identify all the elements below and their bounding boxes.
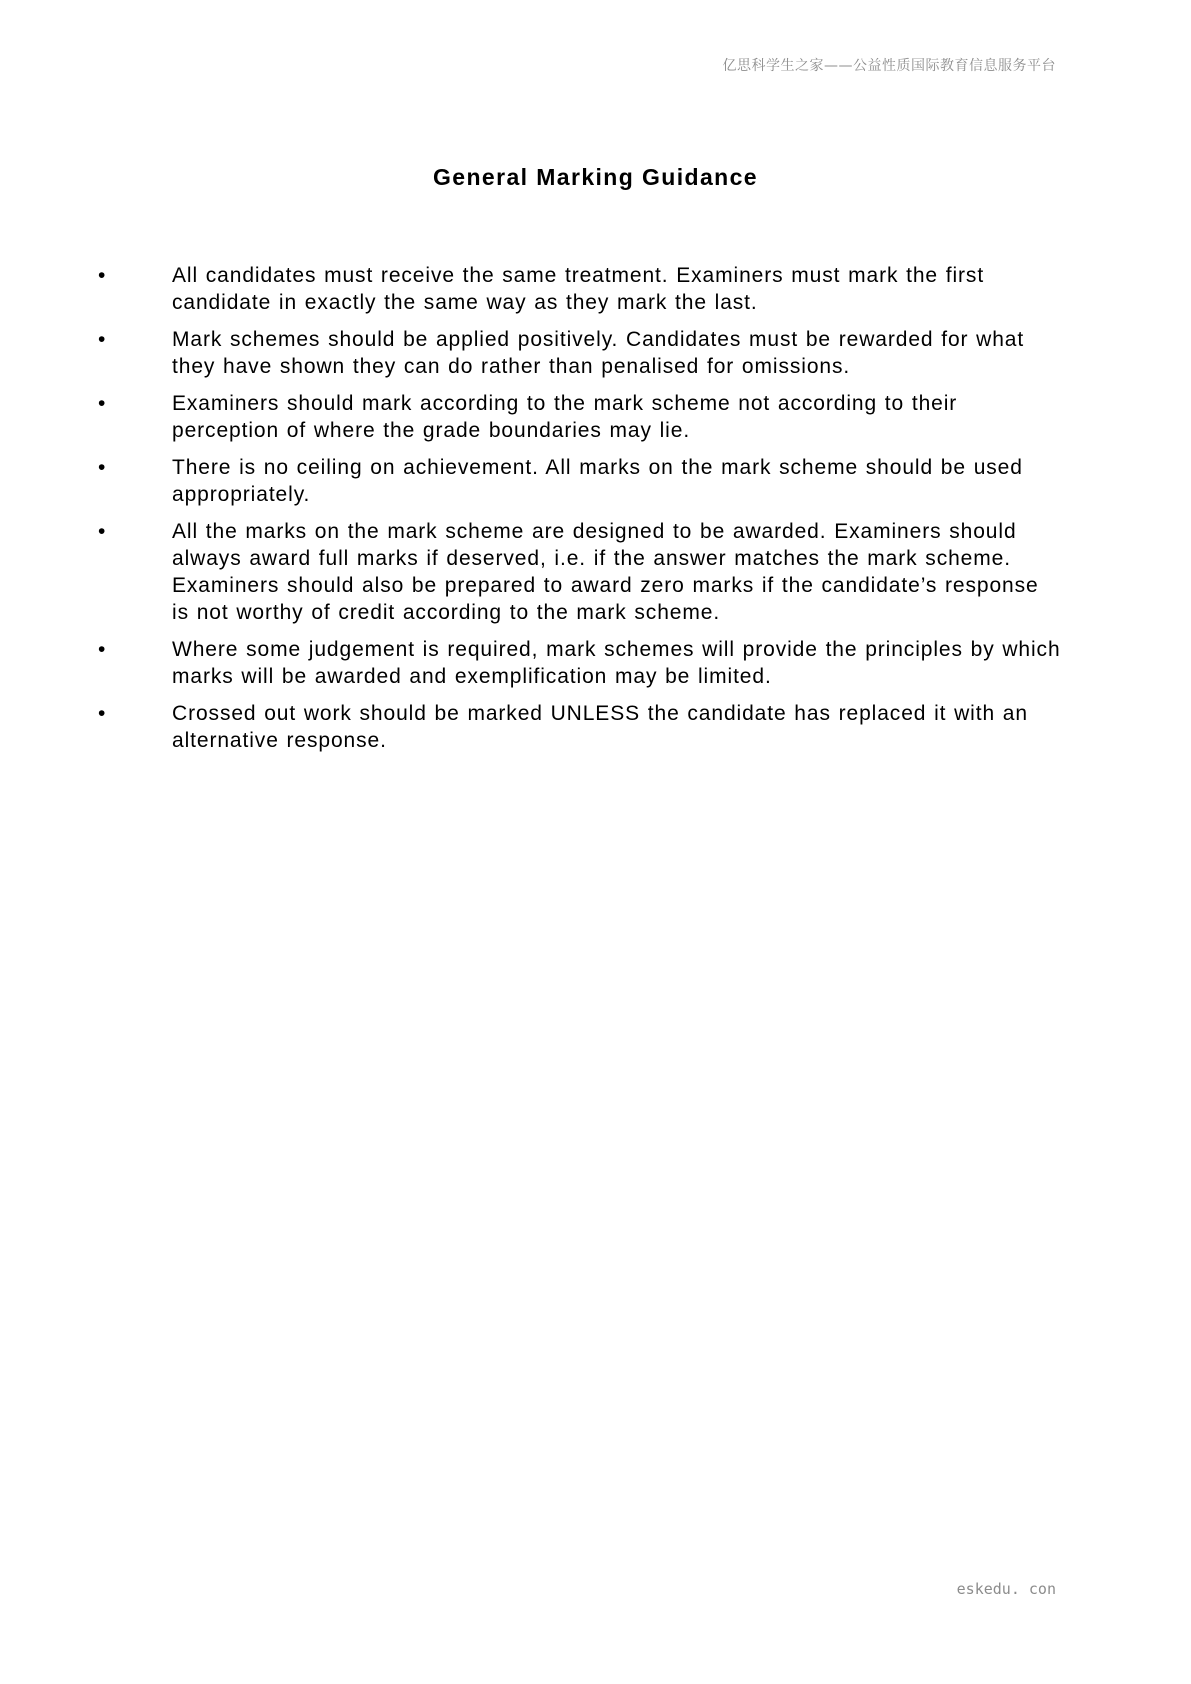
list-item-text: Where some judgement is required, mark schemes will provide the principles by which marks will be awarded and exemplification may be limited.: [172, 638, 1061, 688]
list-item: [98, 454, 1063, 508]
list-item-text: Examiners should mark according to the mark scheme not according to their perception of where the grade boundaries may lie.: [172, 392, 958, 442]
list-item: [98, 700, 1063, 754]
list-item: [98, 390, 1063, 444]
header-watermark-text: 亿思科学生之家——公益性质国际教育信息服务平台: [722, 58, 1056, 74]
list-item-text: All the marks on the mark scheme are designed to be awarded. Examiners should always award full marks if deserved, i.e. if the answer matches the mark scheme. Examiners should also be prepared to award zero marks if the candidate’s response is not worthy of credit according to the mark scheme.: [172, 520, 1039, 624]
list-item-text: Mark schemes should be applied positively. Candidates must be rewarded for what they have shown they can do rather than penalised for omissions.: [172, 328, 1025, 378]
guidance-list: [98, 262, 1063, 764]
bullet-icon: •: [98, 328, 106, 351]
list-item: [98, 326, 1063, 380]
list-item: [98, 262, 1063, 316]
bullet-icon: •: [98, 702, 106, 725]
list-item-text: Crossed out work should be marked UNLESS the candidate has replaced it with an alternative response.: [172, 702, 1028, 752]
footer-watermark-text: eskedu. con: [956, 1580, 1056, 1598]
list-item: [98, 636, 1063, 690]
bullet-icon: •: [98, 520, 106, 543]
bullet-icon: •: [98, 638, 106, 661]
page-title: General Marking Guidance: [432, 164, 759, 190]
list-item-text: There is no ceiling on achievement. All marks on the mark scheme should be used appropriately.: [172, 456, 1023, 506]
bullet-icon: •: [98, 264, 106, 287]
list-item-text: All candidates must receive the same treatment. Examiners must mark the first candidate in exactly the same way as they mark the last.: [172, 264, 985, 314]
bullet-icon: •: [98, 456, 106, 479]
list-item: [98, 518, 1063, 626]
bullet-icon: •: [98, 392, 106, 415]
